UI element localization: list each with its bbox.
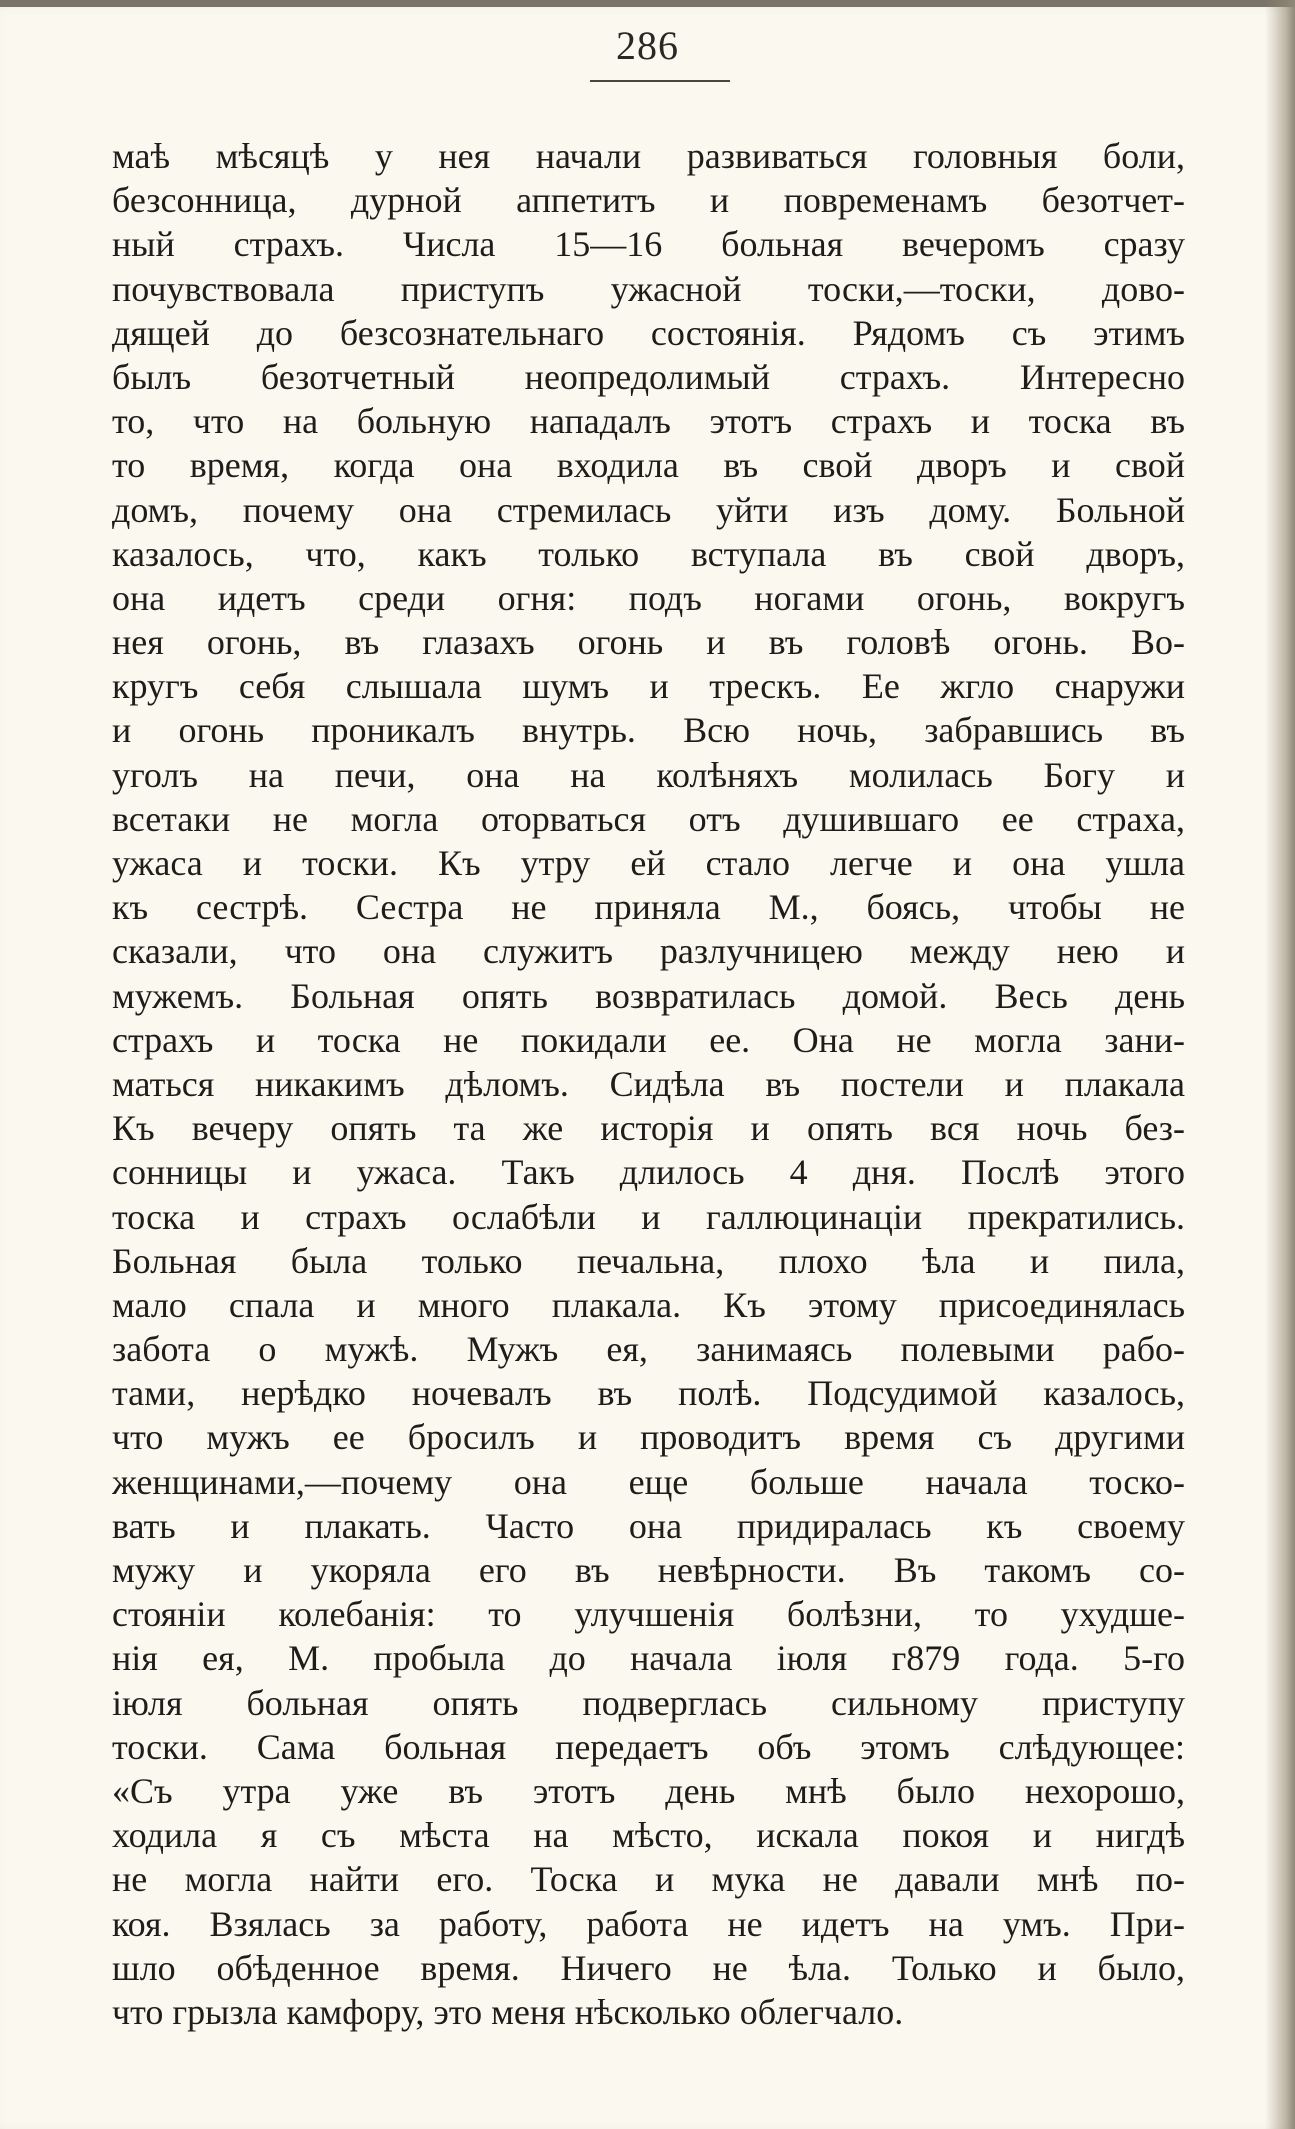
text-line: то время, когда она входила въ свой дворъ и свой [112,445,1185,486]
text-line: мужу и укоряла его въ невѣрности. Въ такомъ со- [112,1550,1185,1590]
text-line: тами, нерѣдко ночевалъ въ полѣ. Подсудимой казалось, [112,1373,1185,1414]
text-line: сонницы и ужаса. Такъ длилось 4 дня. Послѣ этого [112,1152,1185,1193]
text-line: всетаки не могла оторваться отъ душившаго ее страха, [112,798,1185,839]
text-line: Больная была только печальна, плохо ѣла и пила, [112,1240,1185,1281]
text-line: домъ, почему она стремилась уйти изъ дому. Больной [112,489,1185,530]
text-line: тоска и страхъ ослабѣли и галлюцинаціи прекратились. [112,1196,1185,1237]
text-line: что мужъ ее бросилъ и проводитъ время съ другими [112,1417,1185,1458]
text-line: ужаса и тоски. Къ утру ей стало легче и она ушла [112,843,1185,883]
text-line: стояніи колебанія: то улучшенія болѣзни, то ухудше- [112,1594,1185,1635]
text-line: маѣ мѣсяцѣ у нея начали развиваться головныя боли, [112,136,1185,176]
text-line: она идетъ среди огня: подъ ногами огонь, вокругъ [112,577,1185,618]
text-line: вать и плакать. Часто она придиралась къ своему [112,1505,1185,1546]
text-line: что грызла камфору, это меня нѣсколько облегчало. [112,1991,904,2032]
text-line: женщинами,—почему она еще больше начала тоско- [112,1461,1185,1502]
text-line: страхъ и тоска не покидали ее. Она не могла зани- [112,1019,1185,1060]
text-line: мужемъ. Больная опять возвратилась домой. Весь день [112,975,1185,1016]
text-line: дящей до безсознательнаго состоянія. Рядомъ съ этимъ [112,312,1185,353]
text-line: сказали, что она служитъ разлучницею между нею и [112,931,1185,972]
text-line: нея огонь, въ глазахъ огонь и въ головѣ огонь. Во- [112,622,1185,663]
text-line: безсонница, дурной аппетитъ и повременамъ безотчет- [112,180,1185,221]
text-line: забота о мужѣ. Мужъ ея, занимаясь полевыми рабо- [112,1329,1185,1370]
page-edge-shadow [1265,0,1295,2129]
page-number: 286 [616,23,679,68]
text-line: казалось, что, какъ только вступала въ свой дворъ, [112,533,1185,574]
text-line: шло обѣденное время. Ничего не ѣла. Только и было, [112,1947,1185,1988]
body-text [112,134,1185,2034]
text-line: кругъ себя слышала шумъ и трескъ. Ее жгло снаружи [112,666,1185,707]
text-line: то, что на больную нападалъ этотъ страхъ и тоска въ [112,401,1185,442]
text-line: ный страхъ. Числа 15—16 больная вечеромъ сразу [112,224,1185,265]
text-line: почувствовала приступъ ужасной тоски,—тоски, дово- [112,268,1185,309]
text-line: коя. Взялась за работу, работа не идетъ на умъ. При- [112,1903,1185,1944]
text-line: не могла найти его. Тоска и мука не давали мнѣ по- [112,1859,1185,1900]
top-edge-shadow [0,0,1295,7]
text-line: былъ безотчетный неопредолимый страхъ. Интересно [112,356,1185,397]
text-line: къ сестрѣ. Сестра не приняла М., боясь, чтобы не [112,887,1185,928]
page-header [0,23,1295,68]
text-line: іюля больная опять подверглась сильному приступу [112,1682,1185,1723]
text-line: уголъ на печи, она на колѣняхъ молилась Богу и [112,754,1185,795]
text-line: маться никакимъ дѣломъ. Сидѣла въ постели и плакала [112,1063,1185,1104]
text-line: Къ вечеру опять та же исторія и опять вся ночь без- [112,1108,1185,1149]
text-line: и огонь проникалъ внутрь. Всю ночь, забравшись въ [112,710,1185,751]
header-rule [590,80,730,82]
text-line: мало спала и много плакала. Къ этому присоединялась [112,1284,1185,1325]
text-line: «Съ утра уже въ этотъ день мнѣ было нехорошо, [112,1770,1185,1811]
text-line: тоски. Сама больная передаетъ объ этомъ слѣдующее: [112,1726,1185,1767]
text-line: нія ея, М. пробыла до начала іюля г879 года. 5-го [112,1638,1185,1679]
text-line: ходила я съ мѣста на мѣсто, искала покоя и нигдѣ [112,1815,1185,1856]
